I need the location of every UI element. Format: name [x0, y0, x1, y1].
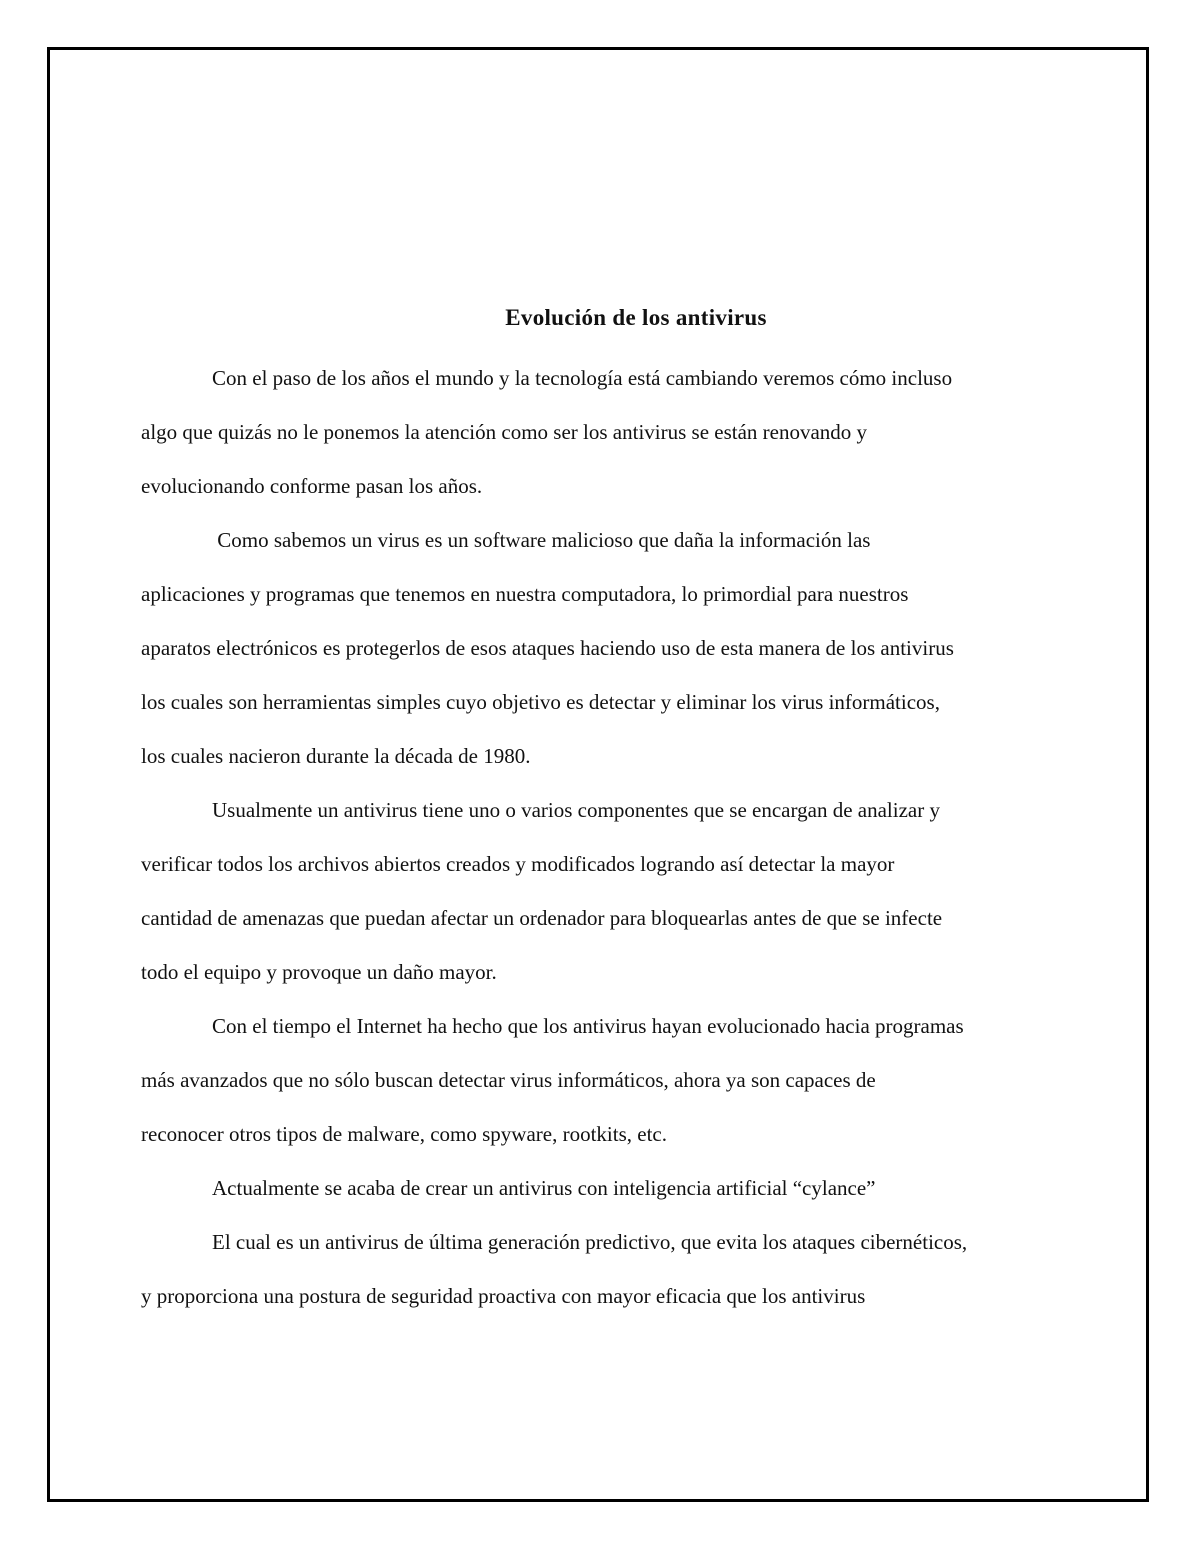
paragraph-line: todo el equipo y provoque un daño mayor.: [141, 960, 497, 984]
paragraph-line: evolucionando conforme pasan los años.: [141, 474, 483, 498]
paragraph-line: los cuales nacieron durante la década de 1980.: [141, 744, 531, 768]
paragraph-line: los cuales son herramientas simples cuyo objetivo es detectar y eliminar los virus informáticos,: [141, 690, 940, 714]
paragraph-line: Actualmente se acaba de crear un antivirus con inteligencia artificial “cylance”: [212, 1176, 876, 1200]
paragraph-line: verificar todos los archivos abiertos creados y modificados logrando así detectar la mayor: [141, 852, 895, 876]
paragraph-line: Con el tiempo el Internet ha hecho que los antivirus hayan evolucionado hacia programas: [212, 1014, 964, 1038]
paragraph-line: Como sabemos un virus es un software malicioso que daña la información las: [212, 528, 871, 552]
document-title: Evolución de los antivirus: [505, 305, 767, 330]
paragraph-line: aparatos electrónicos es protegerlos de esos ataques haciendo uso de esta manera de los antivirus: [141, 636, 954, 660]
paragraph-line: algo que quizás no le ponemos la atención como ser los antivirus se están renovando y: [141, 420, 868, 444]
paragraph-line: y proporciona una postura de seguridad proactiva con mayor eficacia que los antivirus: [141, 1284, 866, 1308]
paragraph-line: El cual es un antivirus de última generación predictivo, que evita los ataques cibernéticos,: [212, 1230, 968, 1254]
paragraph-line: Usualmente un antivirus tiene uno o varios componentes que se encargan de analizar y: [212, 798, 940, 822]
paragraph-line: reconocer otros tipos de malware, como spyware, rootkits, etc.: [141, 1122, 667, 1146]
paragraph-line: cantidad de amenazas que puedan afectar un ordenador para bloquearlas antes de que se infecte: [141, 906, 943, 930]
paragraph-line: más avanzados que no sólo buscan detectar virus informáticos, ahora ya son capaces de: [141, 1068, 876, 1092]
paragraph-line: Con el paso de los años el mundo y la tecnología está cambiando veremos cómo incluso: [212, 366, 953, 390]
paragraph-line: aplicaciones y programas que tenemos en nuestra computadora, lo primordial para nuestros: [141, 582, 909, 606]
